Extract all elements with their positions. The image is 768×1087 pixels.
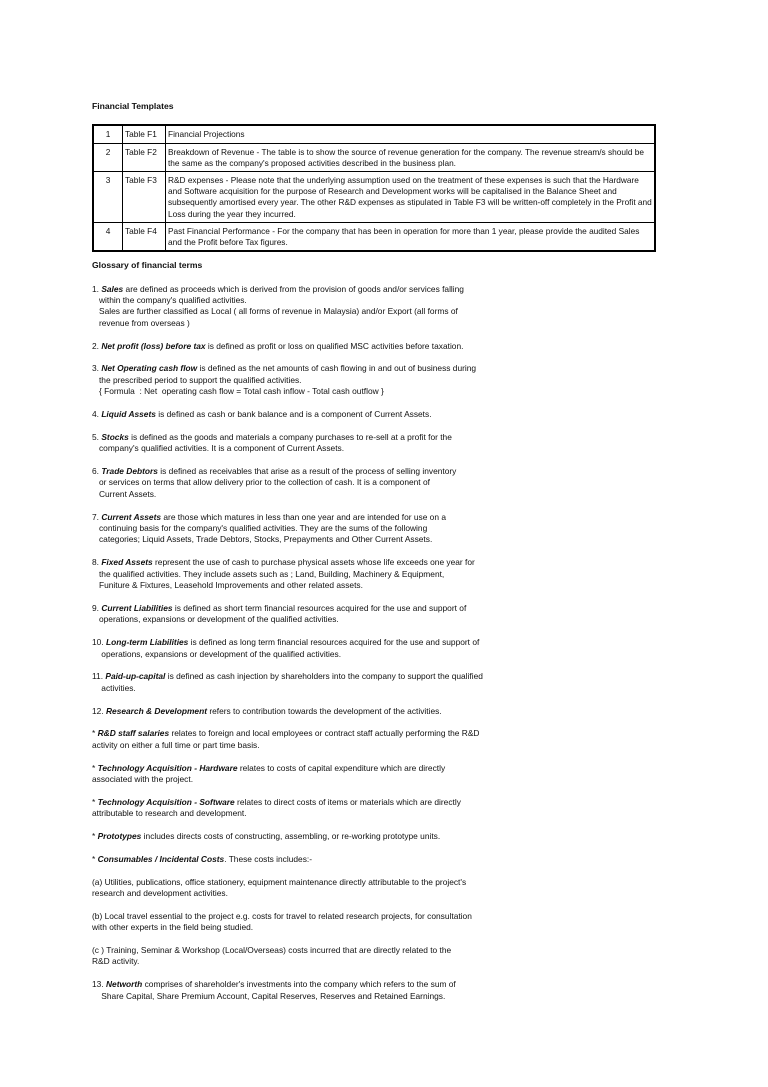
glossary-term: Technology Acquisition - Hardware: [97, 762, 238, 773]
glossary-number: *: [92, 796, 98, 807]
glossary-line: [92, 683, 662, 694]
glossary-number: 12.: [92, 705, 106, 716]
glossary-text: continuing basis for the company's qualified activities. They are the sums of the following: [92, 523, 428, 534]
glossary-line: [92, 363, 662, 374]
glossary-text: revenue from overseas ): [92, 317, 190, 328]
glossary-number: *: [92, 762, 98, 773]
glossary-entry: [92, 341, 662, 352]
table-description: R&D expenses - Please note that the underlying assumption used on the treatment of these expenses is such that the Hardware and Software acquisition for the purpose of Research and Development works will be capitalised in the Balance Sheet and subsequently amortised every year. The other R&D expenses as stipulated in Table F3 will be written-off completely in the Profit and Loss during the year they incurred.: [166, 172, 656, 223]
glossary-text: Sales are further classified as Local ( all forms of revenue in Malaysia) and/or Export (all forms of: [92, 306, 458, 317]
glossary-text: research and development activities.: [92, 887, 228, 898]
glossary-number: 2.: [92, 340, 102, 351]
glossary-line: [92, 432, 662, 443]
glossary-term: Paid-up-capital: [105, 671, 166, 682]
glossary-entry: [92, 763, 662, 786]
glossary-line: [92, 318, 662, 329]
glossary-text: activity on either a full time or part time basis.: [92, 739, 260, 750]
glossary-entry: [92, 603, 662, 626]
glossary-line: [92, 443, 662, 454]
glossary-line: [92, 728, 662, 739]
glossary-number: *: [92, 728, 98, 739]
glossary-number: 4.: [92, 409, 102, 420]
glossary-number: 7.: [92, 511, 102, 522]
glossary-text: comprises of shareholder's investments into the company which refers to the sum of: [142, 979, 456, 990]
table-row: [93, 222, 655, 251]
glossary-term: Sales: [101, 283, 124, 294]
glossary-entry: [92, 466, 662, 500]
glossary-text: is defined as profit or loss on qualified MSC activities before taxation.: [205, 340, 464, 351]
glossary-term: Net Operating cash flow: [101, 363, 198, 374]
glossary-entry: [92, 363, 662, 397]
table-row: [93, 143, 655, 171]
glossary-text: (b) Local travel essential to the project e.g. costs for travel to related research projects, for consultation: [92, 910, 472, 921]
glossary-line: [92, 774, 662, 785]
glossary-line: [92, 386, 662, 397]
row-number: 3: [93, 172, 123, 223]
glossary-text: is defined as the goods and materials a company purchases to re-sell at a profit for the: [128, 431, 452, 442]
glossary-term: Prototypes: [97, 830, 142, 841]
glossary-text: is defined as the net amounts of cash flowing in and out of business during: [197, 363, 477, 374]
glossary-term: Trade Debtors: [101, 466, 158, 477]
glossary-entry: [92, 979, 662, 1002]
glossary-title: Glossary of financial terms: [92, 260, 203, 271]
page-title: Financial Templates: [92, 101, 174, 111]
glossary-text: relates to direct costs of items or materials which are directly: [234, 796, 461, 807]
glossary-number: 6.: [92, 466, 102, 477]
glossary-term: Net profit (loss) before tax: [101, 340, 206, 351]
glossary-text: { Formula : Net operating cash flow = Total cash inflow - Total cash outflow }: [92, 386, 384, 397]
glossary-line: [92, 466, 662, 477]
glossary-entry: [92, 797, 662, 820]
table-row: [93, 172, 655, 223]
glossary-line: [92, 808, 662, 819]
glossary-text: includes directs costs of constructing, assembling, or re-working prototype units.: [141, 830, 441, 841]
glossary-number: 13.: [92, 979, 106, 990]
glossary-line: [92, 557, 662, 568]
glossary-term: Research & Development: [105, 705, 207, 716]
glossary-text: within the company's qualified activities.: [92, 295, 247, 306]
table-row: [93, 125, 655, 143]
glossary-text: are those which matures in less than one year and are intended for use on a: [161, 511, 446, 522]
glossary-line: [92, 489, 662, 500]
glossary-line: [92, 341, 662, 352]
glossary-text: (a) Utilities, publications, office stationery, equipment maintenance directly attributable to the project's: [92, 876, 467, 887]
glossary-text: relates to foreign and local employees or contract staff actually performing the R&D: [169, 728, 480, 739]
glossary-line: [92, 911, 662, 922]
glossary-number: 9.: [92, 602, 102, 613]
row-number: 1: [93, 125, 123, 143]
glossary-text: relates to costs of capital expenditure which are directly: [237, 762, 446, 773]
glossary-number: 11.: [92, 671, 106, 682]
glossary-line: [92, 295, 662, 306]
glossary-term: Current Liabilities: [101, 602, 173, 613]
glossary-term: Fixed Assets: [101, 557, 153, 568]
glossary-entry: [92, 557, 662, 591]
glossary-entry: [92, 432, 662, 455]
glossary-text: company's qualified activities. It is a component of Current Assets.: [92, 443, 345, 454]
glossary-line: [92, 945, 662, 956]
glossary-number: *: [92, 853, 98, 864]
glossary-text: operations, expansions or development of the qualified activities.: [92, 648, 342, 659]
glossary-entry: [92, 877, 662, 900]
glossary-line: [92, 614, 662, 625]
glossary-entry: [92, 284, 662, 330]
glossary-term: Consumables / Incidental Costs: [97, 853, 225, 864]
glossary-line: [92, 409, 662, 420]
glossary-entry: [92, 945, 662, 968]
glossary-line: [92, 523, 662, 534]
table-code: Table F3: [123, 172, 166, 223]
glossary-line: [92, 922, 662, 933]
glossary-text: is defined as long term financial resources acquired for the use and support of: [188, 637, 480, 648]
glossary-term: Networth: [105, 979, 143, 990]
glossary-term: Liquid Assets: [101, 409, 156, 420]
glossary-text: R&D activity.: [92, 956, 140, 967]
glossary-line: [92, 956, 662, 967]
glossary-line: [92, 706, 662, 717]
glossary-text: associated with the project.: [92, 773, 194, 784]
glossary-number: 8.: [92, 557, 102, 568]
glossary-line: [92, 477, 662, 488]
glossary-number: 5.: [92, 431, 102, 442]
glossary-line: [92, 671, 662, 682]
glossary-number: 1.: [92, 283, 102, 294]
glossary-text: operations, expansions or development of the qualified activities.: [92, 614, 339, 625]
glossary-text: categories; Liquid Assets, Trade Debtors, Stocks, Prepayments and Other Current Assets.: [92, 534, 433, 545]
glossary-text: Current Assets.: [92, 488, 157, 499]
glossary-text: activities.: [92, 682, 136, 693]
glossary-text: or services on terms that allow delivery prior to the collection of cash. It is a component of: [92, 477, 430, 488]
glossary-line: [92, 637, 662, 648]
glossary-text: with other experts in the field being studied.: [92, 922, 254, 933]
glossary-term: Current Assets: [101, 511, 162, 522]
glossary-line: [92, 979, 662, 990]
glossary-text: Funiture & Fixtures, Leasehold Improvements and other related assets.: [92, 580, 363, 591]
glossary-line: [92, 888, 662, 899]
glossary-entry: [92, 854, 662, 865]
glossary-text: is defined as cash or bank balance and is a component of Current Assets.: [155, 409, 432, 420]
glossary-entry: [92, 728, 662, 751]
glossary-text: is defined as cash injection by shareholders into the company to support the qualified: [165, 671, 483, 682]
glossary-line: [92, 284, 662, 295]
glossary-text: the prescribed period to support the qualified activities.: [92, 374, 302, 385]
glossary-line: [92, 763, 662, 774]
glossary-list: [92, 284, 662, 1002]
glossary-entry: [92, 706, 662, 717]
glossary-entry: [92, 637, 662, 660]
table-description: Breakdown of Revenue - The table is to show the source of revenue generation for the company. The revenue stream/s should be the same as the company's proposed activities described in the business plan.: [166, 143, 656, 171]
glossary-line: [92, 831, 662, 842]
glossary-text: refers to contribution towards the development of the activities.: [207, 705, 442, 716]
glossary-number: *: [92, 830, 98, 841]
glossary-text: . These costs includes:-: [224, 853, 313, 864]
glossary-line: [92, 740, 662, 751]
glossary-line: [92, 512, 662, 523]
glossary-line: [92, 649, 662, 660]
glossary-line: [92, 991, 662, 1002]
glossary-entry: [92, 409, 662, 420]
document-page: [92, 101, 662, 1013]
glossary-line: [92, 375, 662, 386]
glossary-line: [92, 854, 662, 865]
glossary-text: is defined as receivables that arise as a result of the process of selling inventory: [157, 466, 457, 477]
glossary-line: [92, 569, 662, 580]
glossary-term: Technology Acquisition - Software: [97, 796, 235, 807]
row-number: 4: [93, 222, 123, 251]
glossary-text: are defined as proceeds which is derived from the provision of goods and/or services falling: [123, 283, 464, 294]
glossary-entry: [92, 671, 662, 694]
table-description: Financial Projections: [166, 125, 656, 143]
glossary-entry: [92, 911, 662, 934]
glossary-line: [92, 797, 662, 808]
templates-table: [92, 124, 656, 252]
glossary-line: [92, 306, 662, 317]
glossary-text: (c ) Training, Seminar & Workshop (Local/Overseas) costs incurred that are directly related to the: [92, 944, 452, 955]
glossary-text: Share Capital, Share Premium Account, Capital Reserves, Reserves and Retained Earnings.: [92, 990, 446, 1001]
glossary-line: [92, 603, 662, 614]
glossary-line: [92, 580, 662, 591]
glossary-text: is defined as short term financial resources acquired for the use and support of: [172, 602, 467, 613]
glossary-entry: [92, 512, 662, 546]
glossary-entry: [92, 831, 662, 842]
glossary-line: [92, 534, 662, 545]
glossary-line: [92, 877, 662, 888]
glossary-term: Stocks: [101, 431, 129, 442]
table-code: Table F4: [123, 222, 166, 251]
glossary-text: attributable to research and development.: [92, 808, 247, 819]
glossary-number: 3.: [92, 363, 102, 374]
glossary-term: R&D staff salaries: [97, 728, 170, 739]
glossary-text: the qualified activities. They include assets such as ; Land, Building, Machinery & Equipment,: [92, 568, 445, 579]
glossary-term: Long-term Liabilities: [105, 637, 189, 648]
glossary-text: represent the use of cash to purchase physical assets whose life exceeds one year for: [152, 557, 475, 568]
table-code: Table F1: [123, 125, 166, 143]
table-description: Past Financial Performance - For the company that has been in operation for more than 1 year, please provide the audited Sales and the Profit before Tax figures.: [166, 222, 656, 251]
glossary-number: 10.: [92, 637, 106, 648]
row-number: 2: [93, 143, 123, 171]
table-code: Table F2: [123, 143, 166, 171]
